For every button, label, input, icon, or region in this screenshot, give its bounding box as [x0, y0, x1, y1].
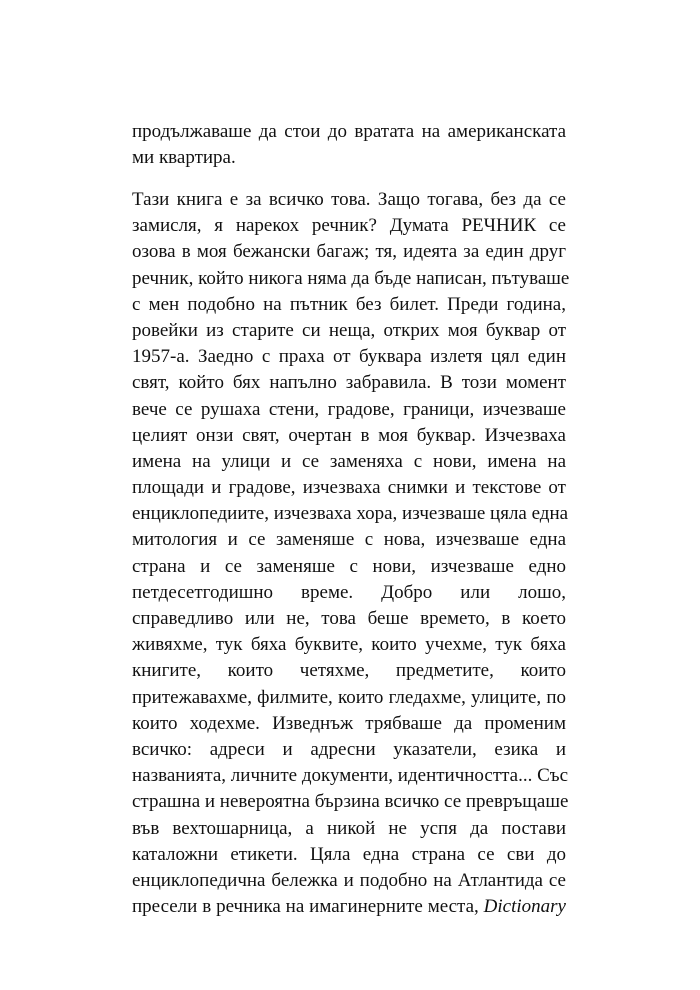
text-line: с мен подобно на пътник без билет. Преди година,	[132, 293, 566, 315]
text-line: митология и се заменяше с нова, изчезваше една	[132, 529, 566, 551]
text-line: петдесетгодишно време. Добро или лошо,	[132, 581, 566, 603]
text-line: енциклопедиите, изчезваха хора, изчезваше цяла една	[132, 503, 569, 525]
paragraph-2	[132, 187, 570, 920]
text-line: названията, личните документи, идентичността... Със	[132, 765, 569, 787]
text-line: справедливо или не, това беше времето, в което	[132, 608, 566, 629]
text-line: страна и се заменяше с нови, изчезваше едно	[132, 555, 566, 577]
text-line: каталожни етикети. Цяла една страна се сви до	[132, 843, 566, 865]
text-line: вече се рушаха стени, градове, граници, изчезваше	[132, 398, 566, 420]
text-line: книгите, които четяхме, предметите, които	[132, 660, 566, 682]
text-line: във вехтошарница, а никой не успя да постави	[132, 817, 566, 839]
text-line: Тази книга е за всичко това. Защо тогава, без да се	[132, 189, 566, 210]
text-line: всичко: адреси и адресни указатели, езика и	[132, 738, 566, 760]
text-line: ровейки из старите си неща, открих моя буквар от	[132, 319, 566, 341]
text-line: замисля, я нарекох речник? Думата РЕЧНИК се	[132, 215, 566, 237]
text-line: имена на улици и се заменяха с нови, имена на	[132, 450, 566, 472]
paragraph-1	[132, 119, 566, 171]
text-line: площади и градове, изчезваха снимки и текстове от	[132, 477, 566, 499]
text-line: озова в моя бежански багаж; тя, идеята за един друг	[132, 241, 566, 263]
text-line-content: пресели в речника на имагинерните места,	[132, 896, 479, 918]
text-line: свят, който бях напълно забравила. В този момент	[132, 372, 566, 394]
text-line: целият онзи свят, очертан в моя буквар. Изчезваха	[132, 424, 566, 446]
text-line: ми квартира.	[132, 147, 236, 169]
italic-term: Dictionary	[483, 896, 566, 918]
text-line: които ходехме. Изведнъж трябваше да променим	[132, 712, 566, 734]
text-line: енциклопедична бележка и подобно на Атлантида се	[132, 869, 566, 891]
text-line: продължаваше да стои до вратата на американската	[132, 121, 566, 142]
text-line-final	[132, 894, 566, 920]
text-line: 1957-а. Заедно с праха от буквара излетя цял един	[132, 346, 566, 368]
text-line: притежавахме, филмите, които гледахме, улиците, по	[132, 686, 566, 708]
text-line: речник, който никога няма да бъде написан, пътуваше	[132, 267, 570, 289]
text-line: живяхме, тук бяха буквите, които учехме, тук бяха	[132, 634, 566, 656]
text-line: страшна и невероятна бързина всичко се превръщаше	[132, 791, 569, 813]
